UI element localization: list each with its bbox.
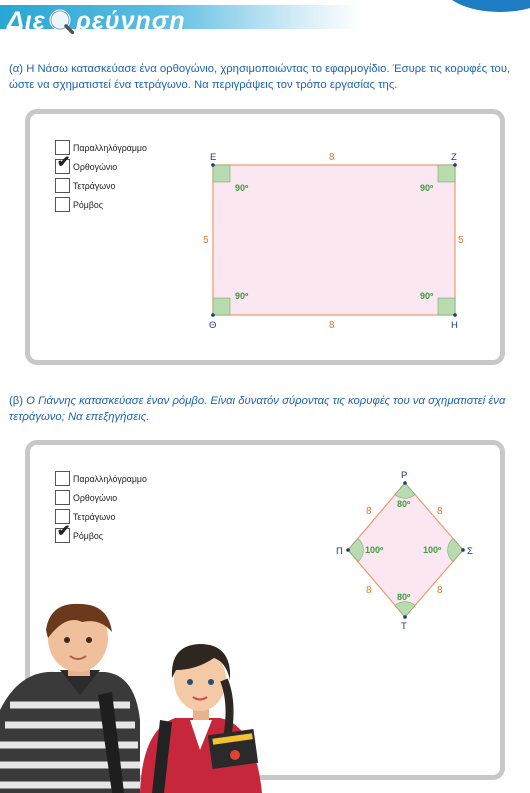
vertex-label-top: Ρ [401,470,408,481]
vertex-label-left: Π [336,546,343,557]
question-a-text: Η Νάσω κατασκεύασε ένα ορθογώνιο, χρησιμοποιώντας το εφαρμογίδιο. Έσυρε τις κορυφές του, ώστε να σχηματιστεί ένα τετράγωνο. Να περιγράψεις τον τρόπο εργασίας της. [9,63,511,91]
check-label: Ορθογώνιο [73,492,118,503]
vertex-handle-top-left[interactable] [211,163,215,167]
angle-label-bottom-right: 90º [420,291,434,301]
angle-arc-bottom [395,602,415,617]
angle-label-top-left: 90º [235,183,249,193]
angle-arc-right [448,539,463,562]
section-title [7,8,186,34]
side-label-top-left: 8 [366,506,372,517]
angle-arc-left [348,539,363,562]
angle-label-top: 80º [397,499,411,509]
girl-figure [140,644,262,793]
vertex-handle-right[interactable] [461,548,465,552]
question-a-label: (α) [9,63,24,75]
section-title-part1: Διε [7,7,46,36]
question-b-text: Ο Γιάννης κατασκεύασε έναν ρόμβο. Είναι δυνατόν σύροντας τις κορυφές του να σχηματιστεί ένα τετράγωνο; Να επεξηγήσεις. [9,395,506,423]
vertex-label-bottom-right: Η [451,320,458,331]
vertex-handle-bottom-right[interactable] [453,313,457,317]
boy-figure [0,604,140,793]
check-label: Παραλληλόγραμμο [73,473,147,484]
rectangle-figure [30,114,500,360]
question-b [9,394,525,425]
vertex-label-top-right: Ζ [451,152,457,163]
corner-decoration [440,0,530,12]
angle-arc-top [395,483,415,498]
question-a [9,62,525,93]
vertex-handle-top[interactable] [403,481,407,485]
check-label: Τετράγωνο [73,180,116,191]
rectangle-shape [213,165,455,315]
angle-label-top-right: 90º [420,183,434,193]
angle-marker-bottom-right [438,298,455,315]
students-illustration [0,600,275,793]
check-label: Παραλληλόγραμμο [73,142,147,153]
question-b-label: (β) [9,395,24,407]
check-label: Ορθογώνιο [73,161,118,172]
angle-marker-top-right [438,165,455,182]
vertex-handle-bottom-left[interactable] [211,313,215,317]
vertex-handle-top-right[interactable] [453,163,457,167]
checkmark-icon: ✔ [57,154,71,171]
side-label-bottom-right: 8 [437,585,443,596]
check-label: Ρόμβος [73,530,104,541]
angle-marker-top-left [213,165,230,182]
side-label-top: 8 [329,152,335,163]
checkmark-icon: ✔ [57,523,71,540]
vertex-label-right: Σ [467,546,473,557]
angle-label-bottom-left: 90º [235,291,249,301]
side-label-right: 5 [458,235,464,246]
side-label-bottom-left: 8 [366,585,372,596]
vertex-label-bottom: Τ [401,621,407,632]
vertex-label-bottom-left: Θ [209,320,217,331]
vertex-handle-left[interactable] [346,548,350,552]
check-label: Τετράγωνο [73,511,116,522]
angle-label-left: 100º [365,545,384,555]
side-label-left: 5 [203,235,209,246]
angle-label-right: 100º [423,545,442,555]
vertex-handle-bottom[interactable] [403,615,407,619]
section-header [0,5,360,36]
check-label: Ρόμβος [73,199,104,210]
angle-label-bottom: 80º [397,592,411,602]
section-title-part2: ρεύνηση [75,7,186,36]
side-label-top-right: 8 [437,506,443,517]
magnifier-icon [48,8,74,34]
angle-marker-bottom-left [213,298,230,315]
side-label-bottom: 8 [329,320,335,331]
vertex-label-top-left: Ε [210,152,217,163]
applet-panel-a [25,109,505,365]
